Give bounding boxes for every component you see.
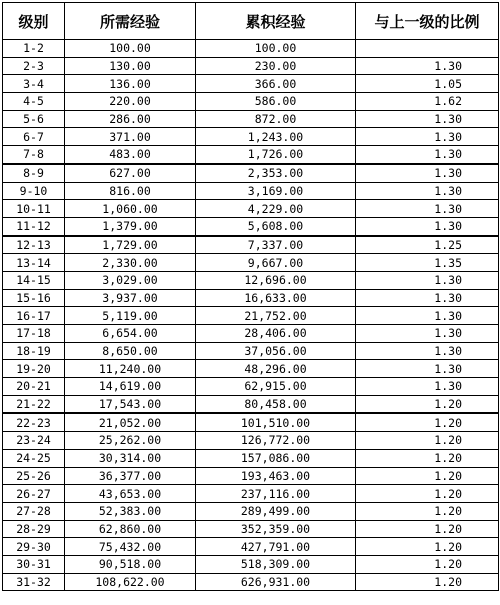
level-cell[interactable]: 7-8 <box>3 146 65 164</box>
level-cell[interactable]: 31-32 <box>3 573 65 591</box>
level-cell[interactable]: 2-3 <box>3 57 65 75</box>
cumulative-exp-cell[interactable]: 193,463.00 <box>196 467 356 485</box>
level-cell[interactable]: 27-28 <box>3 502 65 520</box>
table-row <box>3 128 499 146</box>
cumulative-exp-cell[interactable]: 5,608.00 <box>196 217 356 235</box>
required-exp-cell[interactable]: 100.00 <box>65 40 196 58</box>
cumulative-exp-cell[interactable]: 352,359.00 <box>196 520 356 538</box>
table-row <box>3 110 499 128</box>
ratio-cell[interactable]: 1.30 <box>356 289 499 307</box>
cumulative-exp-cell[interactable]: 4,229.00 <box>196 200 356 218</box>
cumulative-exp-cell[interactable]: 626,931.00 <box>196 573 356 591</box>
table-row <box>3 307 499 325</box>
table-row <box>3 413 499 431</box>
table-row <box>3 146 499 164</box>
level-cell[interactable]: 6-7 <box>3 128 65 146</box>
level-cell[interactable]: 24-25 <box>3 449 65 467</box>
level-cell[interactable]: 19-20 <box>3 360 65 378</box>
table-row <box>3 289 499 307</box>
ratio-cell[interactable]: 1.62 <box>356 93 499 111</box>
ratio-cell[interactable]: 1.20 <box>356 395 499 413</box>
cumulative-exp-cell[interactable]: 2,353.00 <box>196 164 356 182</box>
required-exp-cell[interactable]: 1,729.00 <box>65 236 196 254</box>
required-exp-cell[interactable]: 36,377.00 <box>65 467 196 485</box>
cumulative-exp-cell[interactable]: 237,116.00 <box>196 485 356 503</box>
required-exp-cell[interactable]: 220.00 <box>65 93 196 111</box>
table-row <box>3 57 499 75</box>
table-row <box>3 520 499 538</box>
ratio-cell[interactable] <box>356 40 499 58</box>
required-exp-cell[interactable]: 90,518.00 <box>65 555 196 573</box>
ratio-cell[interactable]: 1.20 <box>356 467 499 485</box>
table-row <box>3 573 499 591</box>
ratio-cell[interactable]: 1.30 <box>356 217 499 235</box>
required-exp-cell[interactable]: 14,619.00 <box>65 378 196 396</box>
level-cell[interactable]: 5-6 <box>3 110 65 128</box>
table-row <box>3 555 499 573</box>
ratio-cell[interactable]: 1.20 <box>356 485 499 503</box>
cumulative-exp-cell[interactable]: 100.00 <box>196 40 356 58</box>
cumulative-exp-cell[interactable]: 427,791.00 <box>196 538 356 556</box>
cumulative-exp-cell[interactable]: 126,772.00 <box>196 432 356 450</box>
required-exp-cell[interactable]: 108,622.00 <box>65 573 196 591</box>
required-exp-cell[interactable]: 371.00 <box>65 128 196 146</box>
required-exp-cell[interactable]: 130.00 <box>65 57 196 75</box>
table-row <box>3 467 499 485</box>
ratio-cell[interactable]: 1.20 <box>356 555 499 573</box>
cumulative-exp-cell[interactable]: 1,726.00 <box>196 146 356 164</box>
table-row <box>3 325 499 343</box>
table-row <box>3 93 499 111</box>
required-exp-cell[interactable]: 11,240.00 <box>65 360 196 378</box>
required-exp-cell[interactable]: 25,262.00 <box>65 432 196 450</box>
cumulative-exp-cell[interactable]: 586.00 <box>196 93 356 111</box>
cumulative-exp-cell[interactable]: 48,296.00 <box>196 360 356 378</box>
required-exp-cell[interactable]: 286.00 <box>65 110 196 128</box>
required-exp-cell[interactable]: 136.00 <box>65 75 196 93</box>
ratio-cell[interactable]: 1.30 <box>356 182 499 200</box>
table-row <box>3 360 499 378</box>
cumulative-exp-cell[interactable]: 21,752.00 <box>196 307 356 325</box>
table-row <box>3 432 499 450</box>
header-cumulative-exp[interactable]: 累积经验 <box>196 3 356 40</box>
level-cell[interactable]: 22-23 <box>3 413 65 431</box>
cumulative-exp-cell[interactable]: 9,667.00 <box>196 254 356 272</box>
required-exp-cell[interactable]: 3,029.00 <box>65 271 196 289</box>
ratio-cell[interactable]: 1.30 <box>356 360 499 378</box>
header-ratio[interactable]: 与上一级的比例 <box>356 3 499 40</box>
header-row <box>3 3 499 40</box>
ratio-cell[interactable]: 1.25 <box>356 236 499 254</box>
table-row <box>3 502 499 520</box>
cumulative-exp-cell[interactable]: 62,915.00 <box>196 378 356 396</box>
required-exp-cell[interactable]: 75,432.00 <box>65 538 196 556</box>
cumulative-exp-cell[interactable]: 16,633.00 <box>196 289 356 307</box>
ratio-cell[interactable]: 1.35 <box>356 254 499 272</box>
cumulative-exp-cell[interactable]: 80,458.00 <box>196 395 356 413</box>
required-exp-cell[interactable]: 17,543.00 <box>65 395 196 413</box>
cumulative-exp-cell[interactable]: 7,337.00 <box>196 236 356 254</box>
cumulative-exp-cell[interactable]: 12,696.00 <box>196 271 356 289</box>
level-cell[interactable]: 14-15 <box>3 271 65 289</box>
table-header <box>3 3 499 40</box>
level-cell[interactable]: 15-16 <box>3 289 65 307</box>
cumulative-exp-cell[interactable]: 28,406.00 <box>196 325 356 343</box>
required-exp-cell[interactable]: 6,654.00 <box>65 325 196 343</box>
ratio-cell[interactable]: 1.30 <box>356 110 499 128</box>
level-cell[interactable]: 21-22 <box>3 395 65 413</box>
table-row <box>3 182 499 200</box>
ratio-cell[interactable]: 1.30 <box>356 200 499 218</box>
ratio-cell[interactable]: 1.20 <box>356 502 499 520</box>
required-exp-cell[interactable]: 62,860.00 <box>65 520 196 538</box>
table-row <box>3 449 499 467</box>
level-cell[interactable]: 25-26 <box>3 467 65 485</box>
level-cell[interactable]: 11-12 <box>3 217 65 235</box>
level-cell[interactable]: 8-9 <box>3 164 65 182</box>
level-cell[interactable]: 30-31 <box>3 555 65 573</box>
level-cell[interactable]: 3-4 <box>3 75 65 93</box>
required-exp-cell[interactable]: 2,330.00 <box>65 254 196 272</box>
level-cell[interactable]: 13-14 <box>3 254 65 272</box>
table-row <box>3 254 499 272</box>
level-cell[interactable]: 9-10 <box>3 182 65 200</box>
table-row <box>3 236 499 254</box>
table-row <box>3 395 499 413</box>
ratio-cell[interactable]: 1.20 <box>356 413 499 431</box>
table-row <box>3 40 499 58</box>
level-cell[interactable]: 23-24 <box>3 432 65 450</box>
ratio-cell[interactable]: 1.20 <box>356 432 499 450</box>
table-row <box>3 217 499 235</box>
level-cell[interactable]: 16-17 <box>3 307 65 325</box>
table-row <box>3 485 499 503</box>
table-row <box>3 271 499 289</box>
table-row <box>3 75 499 93</box>
required-exp-cell[interactable]: 52,383.00 <box>65 502 196 520</box>
cumulative-exp-cell[interactable]: 101,510.00 <box>196 413 356 431</box>
required-exp-cell[interactable]: 43,653.00 <box>65 485 196 503</box>
required-exp-cell[interactable]: 483.00 <box>65 146 196 164</box>
ratio-cell[interactable]: 1.30 <box>356 325 499 343</box>
ratio-cell[interactable]: 1.30 <box>356 307 499 325</box>
required-exp-cell[interactable]: 1,379.00 <box>65 217 196 235</box>
level-cell[interactable]: 10-11 <box>3 200 65 218</box>
required-exp-cell[interactable]: 1,060.00 <box>65 200 196 218</box>
table-body <box>3 40 499 591</box>
required-exp-cell[interactable]: 8,650.00 <box>65 342 196 360</box>
level-cell[interactable]: 18-19 <box>3 342 65 360</box>
ratio-cell[interactable]: 1.30 <box>356 378 499 396</box>
table-row <box>3 164 499 182</box>
required-exp-cell[interactable]: 816.00 <box>65 182 196 200</box>
ratio-cell[interactable]: 1.30 <box>356 271 499 289</box>
cumulative-exp-cell[interactable]: 289,499.00 <box>196 502 356 520</box>
level-cell[interactable]: 1-2 <box>3 40 65 58</box>
ratio-cell[interactable]: 1.30 <box>356 57 499 75</box>
level-cell[interactable]: 4-5 <box>3 93 65 111</box>
table-row <box>3 342 499 360</box>
level-cell[interactable]: 29-30 <box>3 538 65 556</box>
cumulative-exp-cell[interactable]: 230.00 <box>196 57 356 75</box>
ratio-cell[interactable]: 1.30 <box>356 146 499 164</box>
ratio-cell[interactable]: 1.20 <box>356 573 499 591</box>
ratio-cell[interactable]: 1.20 <box>356 520 499 538</box>
ratio-cell[interactable]: 1.20 <box>356 449 499 467</box>
cumulative-exp-cell[interactable]: 518,309.00 <box>196 555 356 573</box>
table-row <box>3 378 499 396</box>
required-exp-cell[interactable]: 627.00 <box>65 164 196 182</box>
required-exp-cell[interactable]: 21,052.00 <box>65 413 196 431</box>
table-row <box>3 200 499 218</box>
cumulative-exp-cell[interactable]: 366.00 <box>196 75 356 93</box>
required-exp-cell[interactable]: 30,314.00 <box>65 449 196 467</box>
ratio-cell[interactable]: 1.05 <box>356 75 499 93</box>
level-cell[interactable]: 26-27 <box>3 485 65 503</box>
table-row <box>3 538 499 556</box>
cumulative-exp-cell[interactable]: 872.00 <box>196 110 356 128</box>
ratio-cell[interactable]: 1.20 <box>356 538 499 556</box>
cumulative-exp-cell[interactable]: 1,243.00 <box>196 128 356 146</box>
required-exp-cell[interactable]: 5,119.00 <box>65 307 196 325</box>
cumulative-exp-cell[interactable]: 37,056.00 <box>196 342 356 360</box>
level-cell[interactable]: 12-13 <box>3 236 65 254</box>
header-required-exp[interactable]: 所需经验 <box>65 3 196 40</box>
level-cell[interactable]: 17-18 <box>3 325 65 343</box>
ratio-cell[interactable]: 1.30 <box>356 164 499 182</box>
ratio-cell[interactable]: 1.30 <box>356 128 499 146</box>
ratio-cell[interactable]: 1.30 <box>356 342 499 360</box>
required-exp-cell[interactable]: 3,937.00 <box>65 289 196 307</box>
experience-table <box>2 2 499 591</box>
cumulative-exp-cell[interactable]: 3,169.00 <box>196 182 356 200</box>
cumulative-exp-cell[interactable]: 157,086.00 <box>196 449 356 467</box>
header-level[interactable]: 级别 <box>3 3 65 40</box>
level-cell[interactable]: 28-29 <box>3 520 65 538</box>
level-cell[interactable]: 20-21 <box>3 378 65 396</box>
